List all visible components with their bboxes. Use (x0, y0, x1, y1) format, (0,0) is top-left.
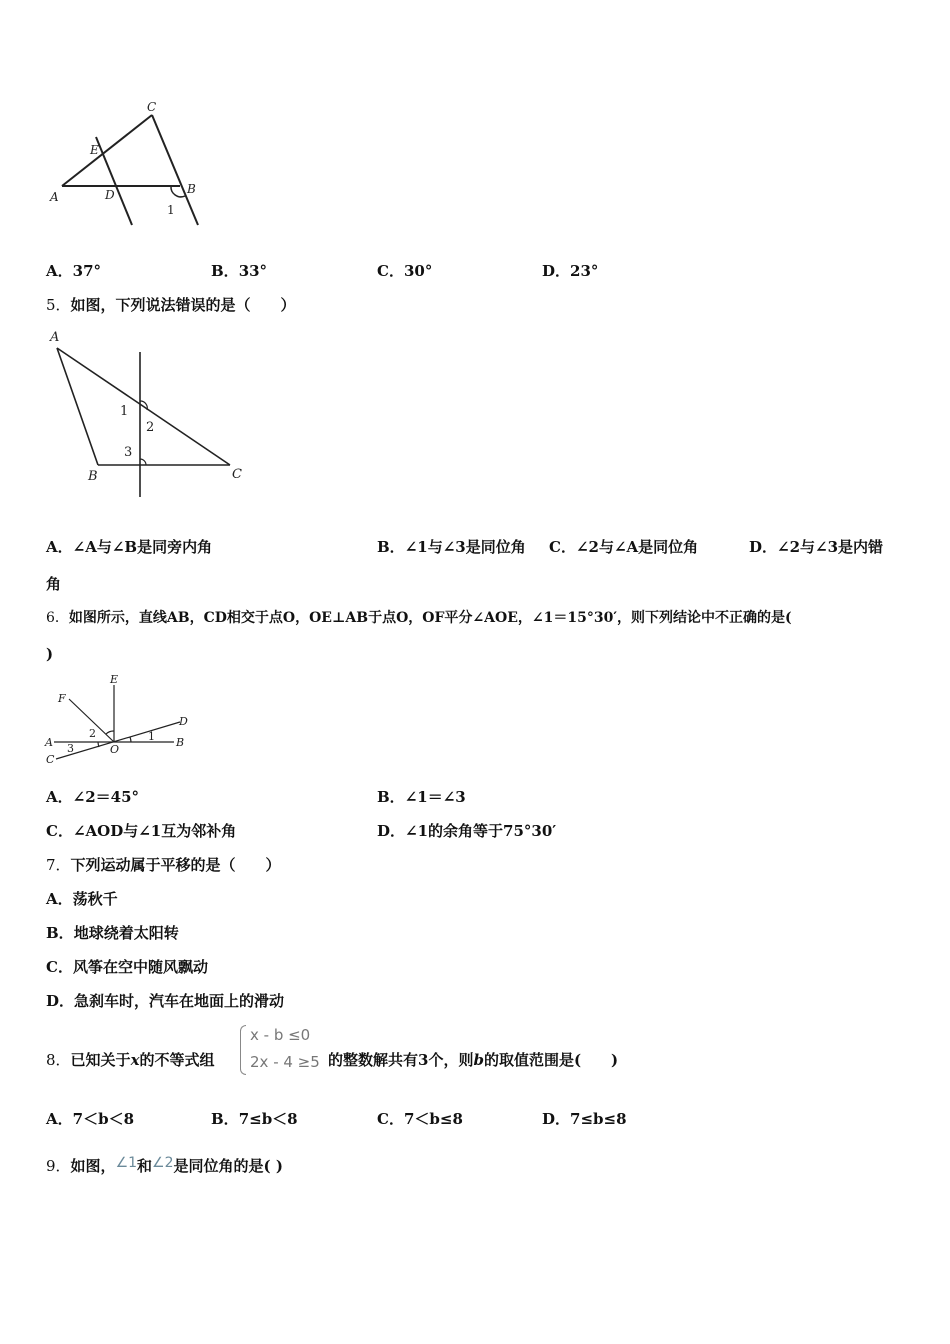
option-letter: B． (211, 262, 239, 280)
option-letter: C． (46, 958, 73, 976)
q9-stem (46, 1156, 283, 1177)
q4-label-d: D (105, 188, 115, 202)
option-text: 急刹车时，汽车在地面上的滑动 (74, 992, 285, 1010)
q4-line-ac (62, 115, 152, 186)
q8-option-a[interactable] (46, 1109, 134, 1129)
q5-stem-text: 如图，下列说法错误的是（ ） (70, 296, 296, 314)
option-letter: D． (46, 992, 75, 1010)
q9-number: 9． (46, 1157, 71, 1175)
q5-label-c: C (232, 467, 242, 482)
option-letter: C． (46, 822, 73, 840)
q6-stem-line1 (46, 608, 792, 628)
q4-line-de-extended (96, 137, 132, 225)
q6-label-a: A (45, 736, 53, 749)
q5-angle-3-arc (140, 459, 146, 465)
q9-angle-2: ∠2 (152, 1155, 174, 1171)
q9-and-text: 和 (137, 1157, 153, 1175)
q8-stem-pre (46, 1050, 215, 1070)
q6-stem-text: 如图所示，直线AB，CD相交于点O，OE⊥AB于点O，OF平分∠AOE，∠1＝15°30′，则下列结论中不正确的是( (68, 610, 792, 626)
option-text: 地球绕着太阳转 (73, 924, 179, 942)
option-letter: A． (46, 890, 73, 908)
q8-brace (240, 1025, 246, 1075)
option-text: ∠2＝45° (72, 788, 140, 806)
q5-figure (40, 325, 255, 505)
q4-option-c[interactable] (377, 261, 432, 281)
q5-label-2: 2 (146, 420, 155, 435)
q6-option-a[interactable] (46, 787, 139, 807)
q4-option-b[interactable] (211, 261, 267, 281)
q8-option-b[interactable] (211, 1109, 298, 1129)
q6-option-c[interactable] (46, 821, 236, 841)
q4-line-cb-extended (152, 115, 198, 225)
option-text: 7＜b＜8 (72, 1110, 135, 1128)
option-text: 33° (238, 262, 268, 280)
q8-option-d[interactable] (542, 1109, 627, 1129)
q4-option-a[interactable] (46, 261, 101, 281)
q5-number: 5． (46, 296, 71, 314)
q7-option-a[interactable] (46, 889, 118, 909)
option-letter: D． (542, 262, 571, 280)
option-text: ∠1＝∠3 (404, 788, 466, 806)
option-letter: C． (377, 262, 404, 280)
q7-stem-text: 下列运动属于平移的是（ ） (70, 856, 281, 874)
q7-option-b[interactable] (46, 923, 179, 943)
option-text: 7≤b＜8 (238, 1110, 298, 1128)
option-letter: D． (749, 538, 778, 556)
q7-option-d[interactable] (46, 991, 284, 1011)
option-letter: A． (46, 788, 73, 806)
q6-option-d[interactable] (377, 821, 556, 841)
q5-label-3: 3 (124, 445, 133, 460)
q6-label-e: E (110, 673, 119, 686)
q8-inequality-1: x - b ≤0 (250, 1026, 311, 1044)
q4-label-1: 1 (167, 203, 175, 217)
option-letter: A． (46, 1110, 73, 1128)
q5-line-ab (57, 348, 98, 465)
q4-figure (40, 95, 220, 235)
option-letter: B． (377, 788, 405, 806)
option-letter: D． (542, 1110, 571, 1128)
q6-figure (40, 672, 200, 772)
option-text: 7＜b≤8 (403, 1110, 463, 1128)
q5-label-b: B (88, 469, 98, 484)
option-letter: C． (377, 1110, 404, 1128)
option-text: 37° (72, 262, 102, 280)
q6-label-2: 2 (89, 727, 96, 740)
option-letter: B． (377, 538, 405, 556)
q4-label-a: A (50, 190, 59, 204)
q6-number: 6． (46, 610, 69, 626)
option-text: 风筝在空中随风飘动 (72, 958, 208, 976)
q4-label-b: B (187, 182, 196, 196)
q6-label-o: O (110, 743, 120, 756)
q5-option-b[interactable] (377, 537, 526, 557)
option-text: 7≤b≤8 (570, 1110, 627, 1128)
q8-inequality-2: 2x - 4 ≥5 (250, 1053, 320, 1071)
q5-stem (46, 295, 296, 315)
q5-option-d-wrap: 角 (46, 575, 62, 593)
q6-label-c: C (46, 753, 55, 766)
q5-label-a: A (50, 330, 60, 345)
q6-angle-2-arc (106, 731, 114, 734)
q8-stem-post (328, 1050, 618, 1070)
q8-stem-pre-text: 已知关于 (70, 1051, 131, 1069)
option-letter: B． (211, 1110, 239, 1128)
option-letter: B． (46, 924, 74, 942)
q4-label-e: E (90, 143, 99, 157)
option-text: ∠2与∠A是同位角 (575, 538, 699, 556)
option-letter: A． (46, 538, 73, 556)
option-letter: D． (377, 822, 406, 840)
q4-option-d[interactable] (542, 261, 598, 281)
q6-label-f: F (58, 692, 66, 705)
q8-number: 8． (46, 1051, 71, 1069)
q6-label-1: 1 (148, 730, 155, 743)
option-text: 23° (570, 262, 599, 280)
option-letter: A． (46, 262, 73, 280)
q7-number: 7． (46, 856, 71, 874)
q6-label-d: D (179, 715, 188, 728)
q9-stem-post-text: 是同位角的是( ) (173, 1157, 283, 1175)
q8-stem-post-text: 的整数解共有3个，则 (328, 1051, 474, 1069)
q6-stem-line2: ) (46, 645, 54, 663)
option-letter: C． (549, 538, 576, 556)
q5-label-1: 1 (120, 404, 129, 419)
option-text: 30° (403, 262, 433, 280)
option-text: ∠AOD与∠1互为邻补角 (72, 822, 237, 840)
q8-var-b: b (473, 1051, 484, 1069)
q6-label-3: 3 (67, 742, 74, 755)
q8-option-c[interactable] (377, 1109, 463, 1129)
q5-line-ac (57, 348, 230, 465)
q9-angle-1: ∠1 (115, 1155, 138, 1171)
q4-label-c: C (147, 100, 157, 114)
q6-angle-3-arc (98, 742, 99, 747)
option-text: 荡秋千 (72, 890, 118, 908)
q6-angle-1-arc (130, 737, 131, 742)
option-text: ∠A与∠B是同旁内角 (72, 538, 213, 556)
q7-stem (46, 855, 281, 875)
option-text: ∠1的余角等于75°30′ (405, 822, 557, 840)
q8-inequality-system (238, 1023, 326, 1075)
option-text: ∠1与∠3是同位角 (404, 538, 526, 556)
q8-stem-mid-text: 的不等式组 (139, 1051, 215, 1069)
q9-stem-pre-text: 如图， (70, 1157, 116, 1175)
q6-option-b[interactable] (377, 787, 466, 807)
q6-label-b: B (176, 736, 185, 749)
q8-stem-end-text: 的取值范围是( ) (483, 1051, 619, 1069)
q5-option-c[interactable] (549, 537, 698, 557)
q8-var-x: x (130, 1051, 140, 1069)
q5-option-a[interactable] (46, 537, 212, 557)
option-text: ∠2与∠3是内错 (777, 538, 884, 556)
q7-option-c[interactable] (46, 957, 208, 977)
q5-option-d[interactable] (749, 537, 883, 557)
